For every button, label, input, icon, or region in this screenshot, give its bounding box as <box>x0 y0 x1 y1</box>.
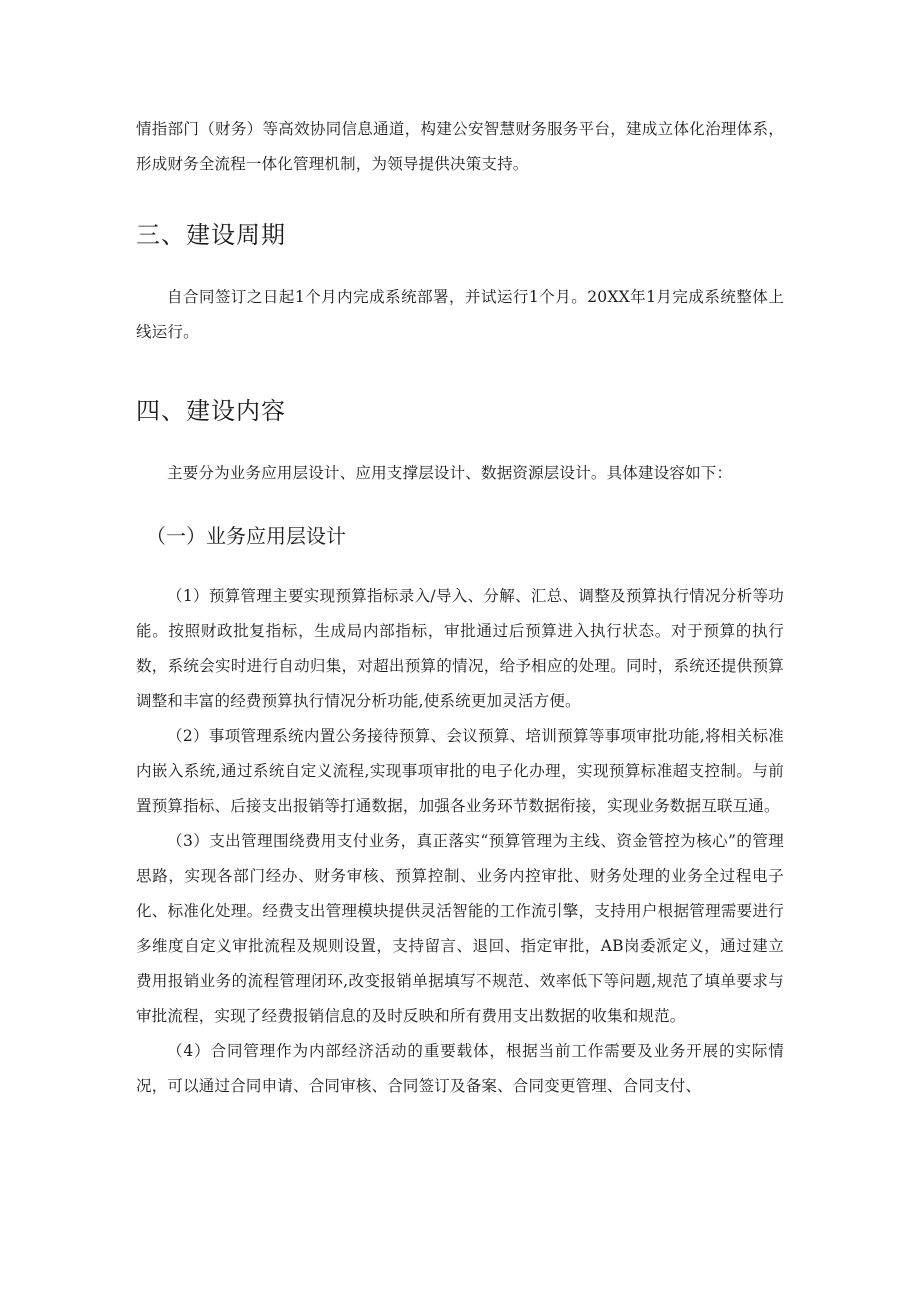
contract-management-paragraph: （4）合同管理作为内部经济活动的重要载体，根据当前工作需要及业务开展的实际情况，可以通过合同申请、合同审核、合同签订及备案、合同变更管理、合同支付、 <box>136 1042 784 1095</box>
expenditure-management-paragraph: （3）支出管理围绕费用支付业务，真正落实“预算管理为主线、资金管控为核心”的管理思路，实现各部门经办、财务审核、预算控制、业务内控审批、财务处理的业务全过程电子化、标准化处理。经费支出管理模块提供灵活智能的工作流引擎，支持用户根据管理需要进行多维度自定义审批流程及规则设置，支持留言、退回、指定审批，AB岗委派定义，通过建立费用报销业务的流程管理闭环,改变报销单据填写不规范、效率低下等问题,规范了填单要求与审批流程，实现了经费报销信息的及时反映和所有费用支出数据的收集和规范。 <box>136 832 784 1025</box>
section-4-heading: 四、建设内容 <box>136 397 286 425</box>
intro-continuation-paragraph: 情指部门（财务）等高效协同信息通道，构建公安智慧财务服务平台，建成立体化治理体系，形成财务全流程一体化管理机制，为领导提供决策支持。 <box>136 120 784 173</box>
matter-management-paragraph: （2）事项管理系统内置公务接待预算、会议预算、培训预算等事项审批功能,将相关标准内嵌入系统,通过系统自定义流程,实现事项审批的电子化办理，实现预算标准超支控制。与前置预算指标、后接支出报销等打通数据，加强各业务环节数据衔接，实现业务数据互联互通。 <box>136 727 784 815</box>
section-3-heading: 三、建设周期 <box>136 221 286 249</box>
subsection-1-heading: （一）业务应用层设计 <box>146 524 346 548</box>
document-page <box>136 112 784 1104</box>
budget-management-paragraph: （1）预算管理主要实现预算指标录入/导入、分解、汇总、调整及预算执行情况分析等功能。按照财政批复指标，生成局内部指标，审批通过后预算进入执行状态。对于预算的执行数，系统会实时进行自动归集，对超出预算的情况，给予相应的处理。同时，系统还提供预算调整和丰富的经费预算执行情况分析功能,使系统更加灵活方便。 <box>136 587 784 710</box>
construction-content-paragraph: 主要分为业务应用层设计、应用支撑层设计、数据资源层设计。具体建设容如下： <box>167 464 733 482</box>
construction-period-paragraph: 自合同签订之日起1个月内完成系统部署，并试运行1个月。20XX年1月完成系统整体上线运行。 <box>136 288 784 341</box>
